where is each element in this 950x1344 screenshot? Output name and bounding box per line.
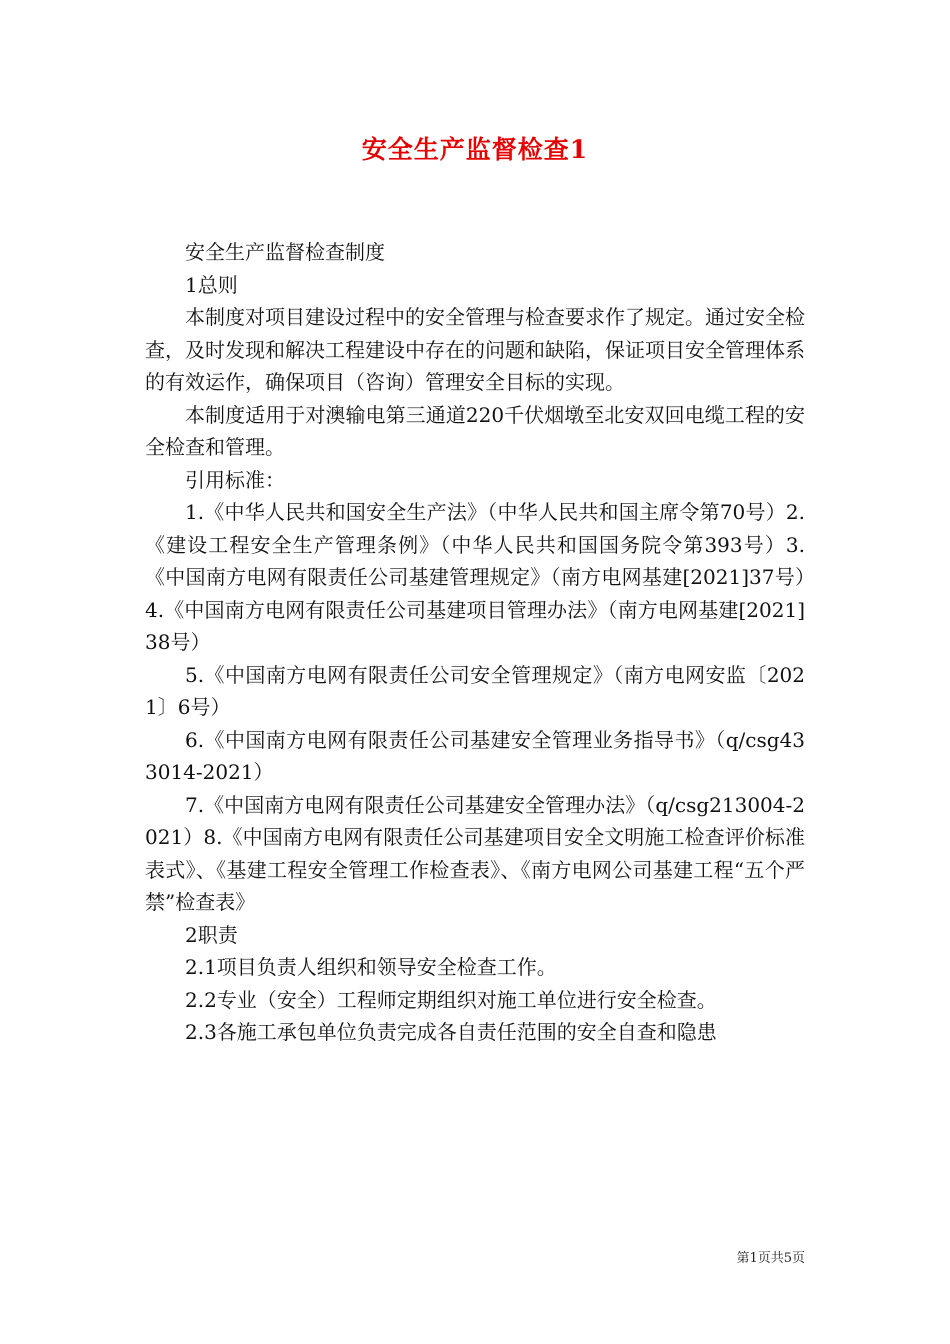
page-number: 第1页共5页 bbox=[736, 1251, 805, 1266]
section-heading: 2职责 bbox=[185, 922, 238, 947]
paragraph: 2.1项目负责人组织和领导安全检查工作。 bbox=[185, 955, 557, 979]
paragraph: 引用标准： bbox=[185, 467, 285, 492]
paragraph: 本制度对项目建设过程中的安全管理与检查要求作了规定。通过安全检查，及时发现和解决工程建设中存在的问题和缺陷，保证项目安全管理体系的有效运作，确保项目（咨询）管理安全目标的实现。 bbox=[145, 305, 805, 394]
paragraph: 安全生产监督检查制度 bbox=[185, 240, 385, 264]
paragraph: 7.《中国南方电网有限责任公司基建安全管理办法》（q/csg213004-2021）8.《中国南方电网有限责任公司基建项目安全文明施工检查评价标准表式》、《基建工程安全管理工作检查表》、《南方电网公司基建工程“五个严禁”检查表》 bbox=[145, 792, 805, 914]
paragraph: 2.2专业（安全）工程师定期组织对施工单位进行安全检查。 bbox=[185, 987, 717, 1012]
paragraph: 本制度适用于对澳输电第三通道220千伏烟墩至北安双回电缆工程的安全检查和管理。 bbox=[145, 402, 805, 459]
paragraph: 6.《中国南方电网有限责任公司基建安全管理业务指导书》（q/csg433014-2021） bbox=[145, 727, 805, 784]
paragraph: 5.《中国南方电网有限责任公司安全管理规定》（南方电网安监〔2021〕6号） bbox=[145, 662, 805, 719]
section-heading: 1总则 bbox=[185, 272, 238, 297]
paragraph: 1.《中华人民共和国安全生产法》（中华人民共和国主席令第70号）2.《建设工程安全生产管理条例》（中华人民共和国国务院令第393号）3.《中国南方电网有限责任公司基建管理规定》（南方电网基建[2021]37号）4.《中国南方电网有限责任公司基建项目管理办法》（南方电网基建[2021]38号） bbox=[145, 500, 805, 654]
paragraph: 2.3各施工承包单位负责完成各自责任范围的安全自查和隐患 bbox=[185, 1020, 717, 1044]
document-title: 安全生产监督检查1 bbox=[361, 135, 589, 164]
document-body bbox=[145, 236, 805, 1049]
